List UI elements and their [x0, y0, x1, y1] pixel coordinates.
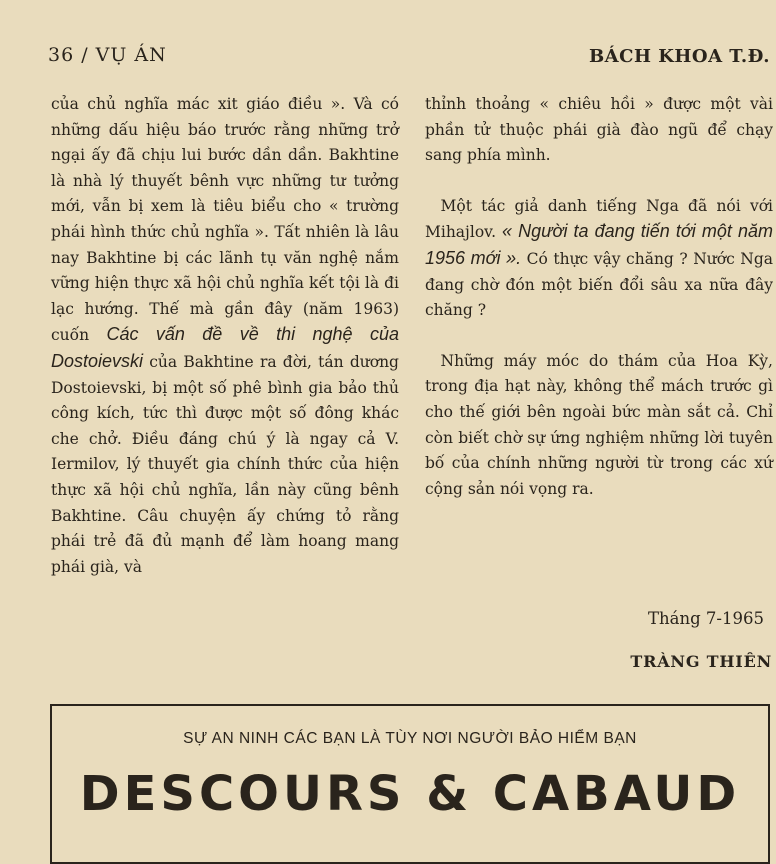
left-column	[51, 92, 399, 580]
right-paragraph-2	[425, 194, 773, 324]
article-date: Tháng 7-1965	[648, 609, 764, 628]
paragraph-3-text: Những máy móc do thám của Hoa Kỳ, trong địa hạt này, không thể mách trước gì cho thế giới bên ngoài bức màn sắt cả. Chỉ còn biết chờ sự ứng nghiệm những lời tuyên bố của chính những người từ trong các xứ cộng sản nói vọng ra.	[425, 351, 773, 498]
quotation: « Người ta đang tiến tới một năm 1956 mới ».	[425, 221, 773, 268]
ad-tagline: SỰ AN NINH CÁC BẠN LÀ TÙY NƠI NGƯỜI BẢO HIỂM BẠN	[183, 730, 637, 747]
publication-title: BÁCH KHOA T.Đ.	[588, 46, 770, 67]
running-header	[48, 44, 770, 72]
advertisement-box	[50, 704, 770, 864]
left-column-paragraph	[51, 92, 399, 580]
article-author: TRÀNG THIÊN	[630, 652, 772, 671]
left-text-part-2: của Bakhtine ra đời, tán dương Dostoievski, bị một số phê bình gia bảo thủ công kích, tức thì được một số đông khác che chở. Điều đáng chú ý là ngay cả V. Iermilov, lý thuyết gia chính thức của hiện thực xã hội chủ nghĩa, lần này cũng bênh Bakhtine. Câu chuyện ấy chứng tỏ rằng phái trẻ đã đủ mạnh để làm hoang mang phái già, và	[51, 352, 399, 576]
book-title: Các vấn đề về thi nghệ của Dostoievski	[51, 324, 399, 371]
right-column	[425, 92, 773, 502]
left-text-part-1: của chủ nghĩa mác xit giáo điều ». Và có những dấu hiệu báo trước rằng những trở ngại ấy đã chịu lui bước dần dần. Bakhtine là nhà lý thuyết bênh vực những tư tưởng mới, vẫn bị xem là tiêu biểu cho « trường phái hình thức chủ nghĩa ». Tất nhiên là lâu nay Bakhtine bị các lãnh tụ văn nghệ nắm vững hiện thực xã hội chủ nghĩa kết tội là đi lạc hướng. Thế mà gần đây (năm 1963) cuốn	[51, 95, 399, 345]
page-number-section: 36 / VỤ ÁN	[48, 44, 167, 66]
paragraph-2-lead: Một tác giả danh tiếng Nga đã nói với Mihajlov.	[425, 196, 773, 242]
right-paragraph-3	[425, 349, 773, 503]
paragraph-2-tail: Có thực vậy chăng ? Nước Nga đang chờ đón một biến đổi sâu xa nữa đây chăng ?	[425, 249, 773, 320]
ad-brand-name: DESCOURS & CABAUD	[79, 766, 741, 822]
right-paragraph-1: thỉnh thoảng « chiêu hồi » được một vài phần tử thuộc phái già đào ngũ để chạy sang phía mình.	[425, 95, 773, 165]
